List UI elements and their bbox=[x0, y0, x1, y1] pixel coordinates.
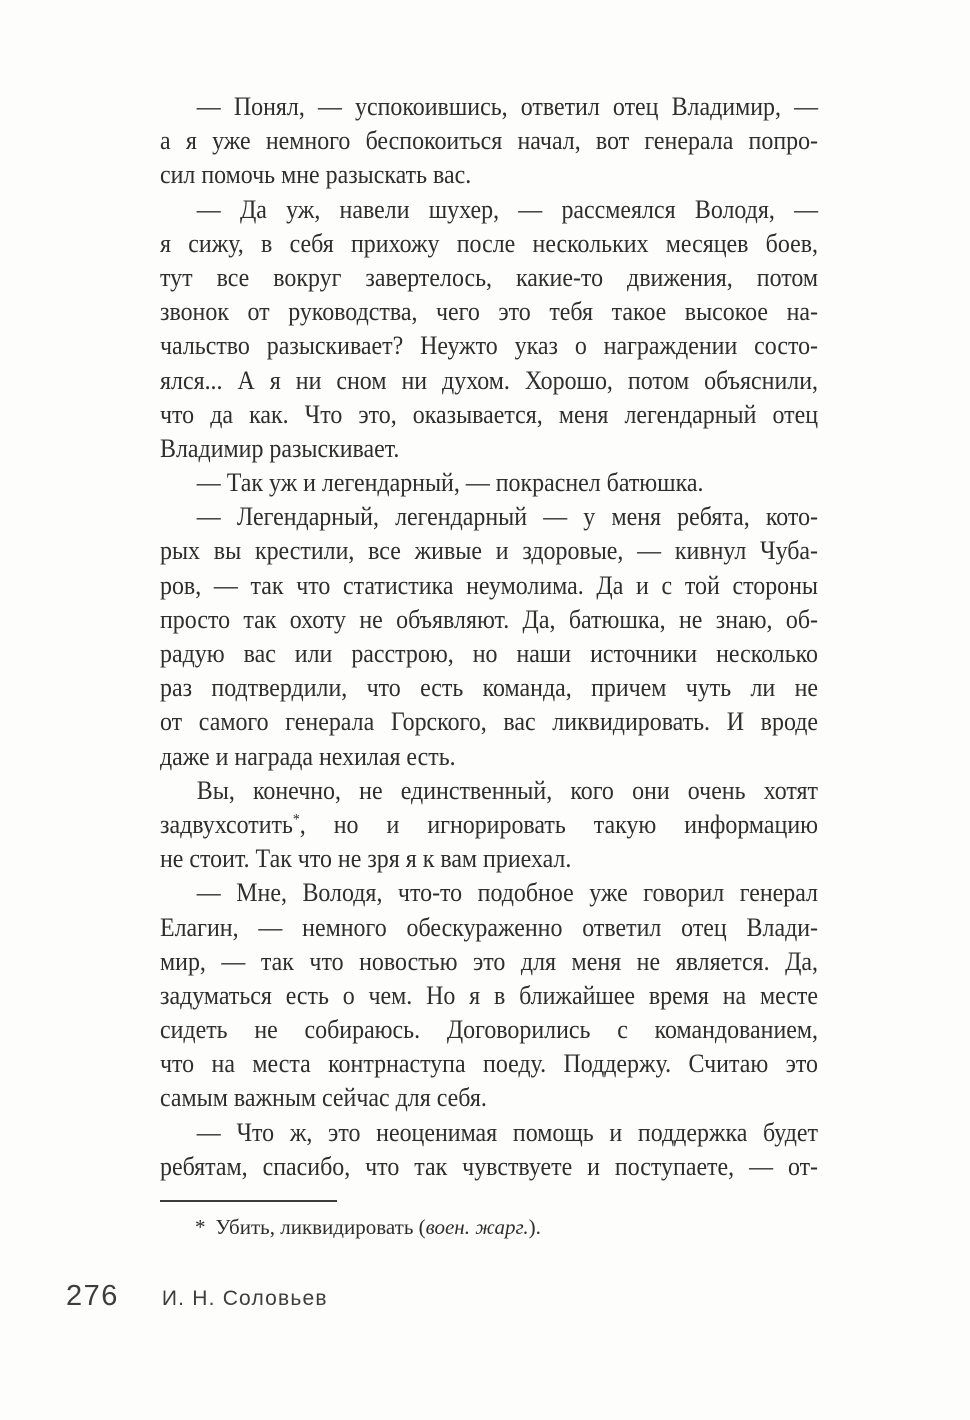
author-name: И. Н. Соловьев bbox=[161, 1287, 328, 1310]
text-line: что да как. Что это, оказывается, меня легендарный отец bbox=[160, 399, 819, 429]
footnote-reference: * bbox=[292, 811, 300, 828]
text-line: не стоит. Так что не зря я к вам приехал. bbox=[160, 844, 572, 874]
text-line: сил помочь мне разыскать вас. bbox=[160, 160, 472, 190]
text-line: ребятам, спасибо, что так чувствуете и поступаете, — от- bbox=[160, 1151, 819, 1181]
text-line: от самого генерала Горского, вас ликвидировать. И вроде bbox=[160, 707, 819, 737]
text-line: звонок от руководства, чего это тебя такое высокое на- bbox=[160, 297, 819, 327]
text-line: — Понял, — успокоившись, ответил отец Владимир, — bbox=[196, 92, 819, 121]
text-line: сидеть не собираюсь. Договорились с командованием, bbox=[160, 1015, 819, 1045]
page-number: 276 bbox=[66, 1280, 119, 1312]
text-block bbox=[160, 90, 818, 1184]
footnote-text bbox=[216, 1215, 541, 1239]
text-line: ялся... А я ни сном ни духом. Хорошо, потом объяснили, bbox=[160, 365, 819, 395]
text-line: рых вы крестили, все живые и здоровые, — кивнул Чуба- bbox=[160, 536, 819, 566]
text-line: Владимир разыскивает. bbox=[160, 433, 400, 463]
text-line: Елагин, — немного обескураженно ответил отец Влади- bbox=[160, 912, 819, 942]
text-line: мир, — так что новостью это для меня не является. Да, bbox=[160, 946, 819, 976]
text-line: тут все вокруг завертелось, какие-то движения, потом bbox=[160, 262, 819, 292]
text-line: радую вас или расстрою, но наши источники несколько bbox=[160, 639, 819, 668]
text-line: я сижу, в себя прихожу после нескольких месяцев боев, bbox=[160, 228, 819, 258]
text-line: Вы, конечно, не единственный, кого они очень хотят bbox=[196, 775, 819, 805]
page-footer bbox=[66, 1280, 328, 1313]
text-line: а я уже немного беспокоиться начал, вот генерала попро- bbox=[160, 126, 819, 156]
text-line: задвухсотить*, но и игнорировать такую информацию bbox=[160, 809, 819, 839]
text-line: задуматься есть о чем. Но я в ближайшее время на месте bbox=[160, 980, 819, 1010]
footnote-divider bbox=[160, 1200, 337, 1202]
text-line: самым важным сейчас для себя. bbox=[160, 1083, 487, 1113]
text-line: просто так охоту не объявляют. Да, батюшка, не знаю, об- bbox=[160, 604, 819, 634]
footnote bbox=[160, 1213, 818, 1241]
text-line: — Так уж и легендарный, — покраснел батюшка. bbox=[196, 468, 704, 498]
footnote-marker: * bbox=[195, 1215, 206, 1239]
text-line: — Что ж, это неоценимая помощь и поддержка будет bbox=[196, 1117, 819, 1147]
text-line: — Да уж, навели шухер, — рассмеялся Володя, — bbox=[196, 194, 819, 224]
text-line: чальство разыскивает? Неужто указ о награждении состо- bbox=[160, 331, 819, 361]
text-line: — Мне, Володя, что-то подобное уже говорил генерал bbox=[196, 878, 819, 908]
text-line: ров, — так что статистика неумолима. Да и с той стороны bbox=[160, 570, 819, 600]
text-line: что на места контрнаступа поеду. Поддержу. Считаю это bbox=[160, 1049, 819, 1079]
text-line: раз подтвердили, что есть команда, причем чуть ли не bbox=[160, 673, 819, 703]
footnote-italic: воен. жарг. bbox=[425, 1215, 529, 1239]
footnote-text-suffix: ). bbox=[528, 1215, 541, 1239]
text-line: — Легендарный, легендарный — у меня ребята, кото- bbox=[196, 502, 819, 532]
footnote-text-prefix: Убить, ликвидировать ( bbox=[215, 1215, 426, 1239]
text-line: даже и награда нехилая есть. bbox=[160, 741, 456, 771]
